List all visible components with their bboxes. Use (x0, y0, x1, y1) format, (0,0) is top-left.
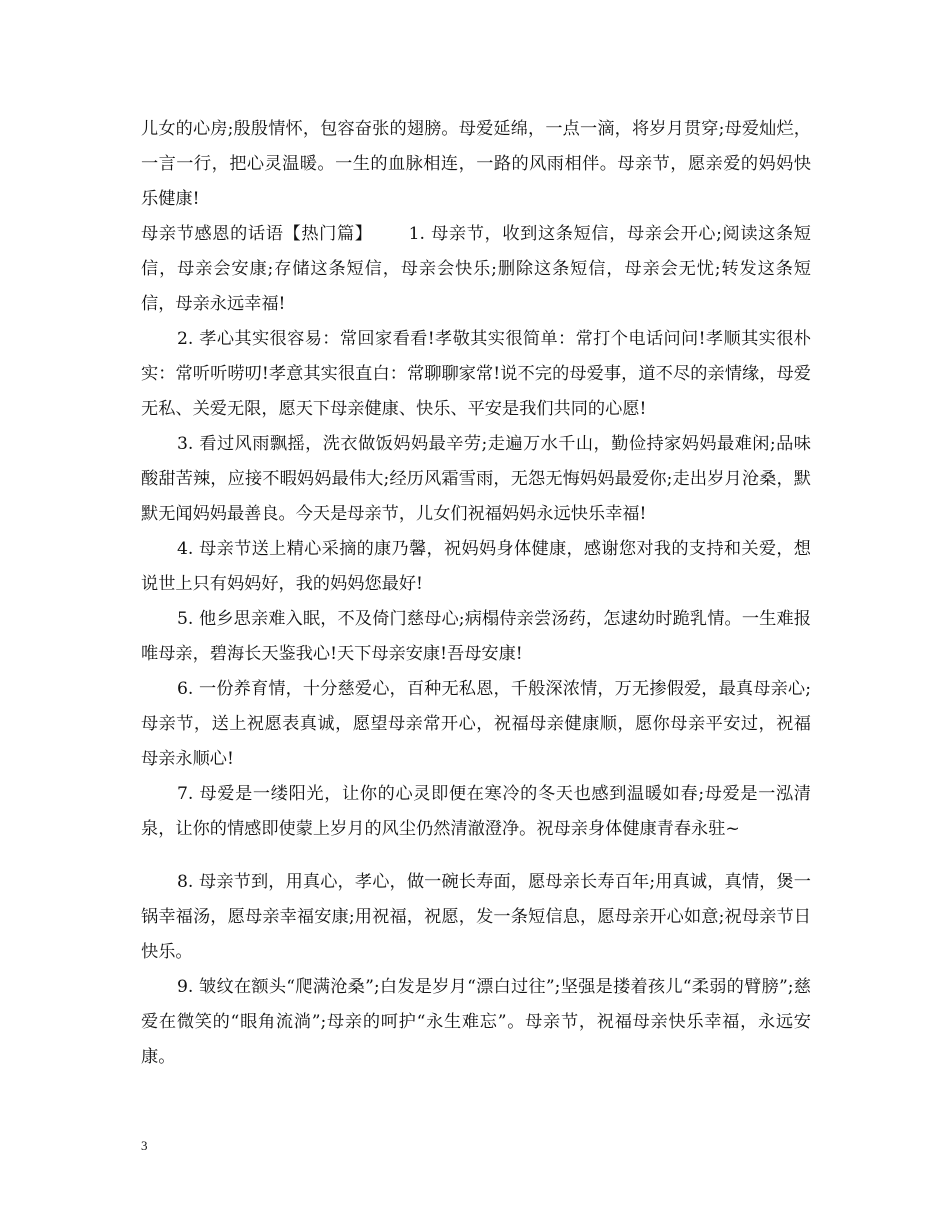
heading-paragraph (141, 217, 811, 322)
item-6: 6. 一份养育情，十分慈爱心，百种无私恩，千般深浓情，万无掺假爱，最真母亲心;母亲节，送上祝愿表真诚，愿望母亲常开心，祝福母亲健康顺，愿你母亲平安过，祝福母亲永顺心! (141, 679, 811, 769)
item-2: 2. 孝心其实很容易：常回家看看!孝敬其实很简单：常打个电话问问!孝顺其实很朴实：常听听唠叨!孝意其实很直白：常聊聊家常!说不完的母爱事，道不尽的亲情缘，母爱无私、关爱无限，愿天下母亲健康、快乐、平安是我们共同的心愿! (141, 329, 811, 419)
intro-paragraph: 儿女的心房;殷殷情怀，包容奋张的翅膀。母爱延绵，一点一滴，将岁月贯穿;母爱灿烂，一言一行，把心灵温暖。一生的血脉相连，一路的风雨相伴。母亲节，愿亲爱的妈妈快乐健康! (141, 119, 811, 209)
item-9: 9. 皱纹在额头“爬满沧桑”;白发是岁月“漂白过往”;坚强是搂着孩儿“柔弱的臂膀”;慈爱在微笑的“眼角流淌”;母亲的呵护“永生难忘”。母亲节，祝福母亲快乐幸福，永远安康。 (141, 977, 811, 1067)
item-8: 8. 母亲节到，用真心，孝心，做一碗长寿面，愿母亲长寿百年;用真诚，真情，煲一锅幸福汤，愿母亲幸福安康;用祝福，祝愿，发一条短信息，愿母亲开心如意;祝母亲节日快乐。 (141, 872, 811, 962)
item-4: 4. 母亲节送上精心采摘的康乃馨，祝妈妈身体健康，感谢您对我的支持和关爱，想说世上只有妈妈好，我的妈妈您最好! (141, 539, 811, 594)
item-5: 5. 他乡思亲难入眠，不及倚门慈母心;病榻侍亲尝汤药，怎逮幼时跪乳情。一生难报唯母亲，碧海长天鉴我心!天下母亲安康!吾母安康! (141, 609, 811, 664)
section-heading: 母亲节感恩的话语【热门篇】 (141, 224, 373, 244)
document-body (141, 112, 811, 1075)
page-number: 3 (141, 1138, 148, 1153)
item-7: 7. 母爱是一缕阳光，让你的心灵即便在寒冷的冬天也感到温暖如春;母爱是一泓清泉，让你的情感即使蒙上岁月的风尘仍然清澈澄净。祝母亲身体健康青春永驻~ (141, 784, 811, 839)
item-1: 1. 母亲节，收到这条短信，母亲会开心;阅读这条短信，母亲会安康;存储这条短信，母亲会快乐;删除这条短信，母亲会无忧;转发这条短信，母亲永远幸福! (141, 224, 811, 314)
item-3: 3. 看过风雨飘摇，洗衣做饭妈妈最辛劳;走遍万水千山，勤俭持家妈妈最难闲;品味酸甜苦辣，应接不暇妈妈最伟大;经历风霜雪雨，无怨无悔妈妈最爱你;走出岁月沧桑，默默无闻妈妈最善良。今天是母亲节，儿女们祝福妈妈永远快乐幸福! (141, 434, 811, 524)
